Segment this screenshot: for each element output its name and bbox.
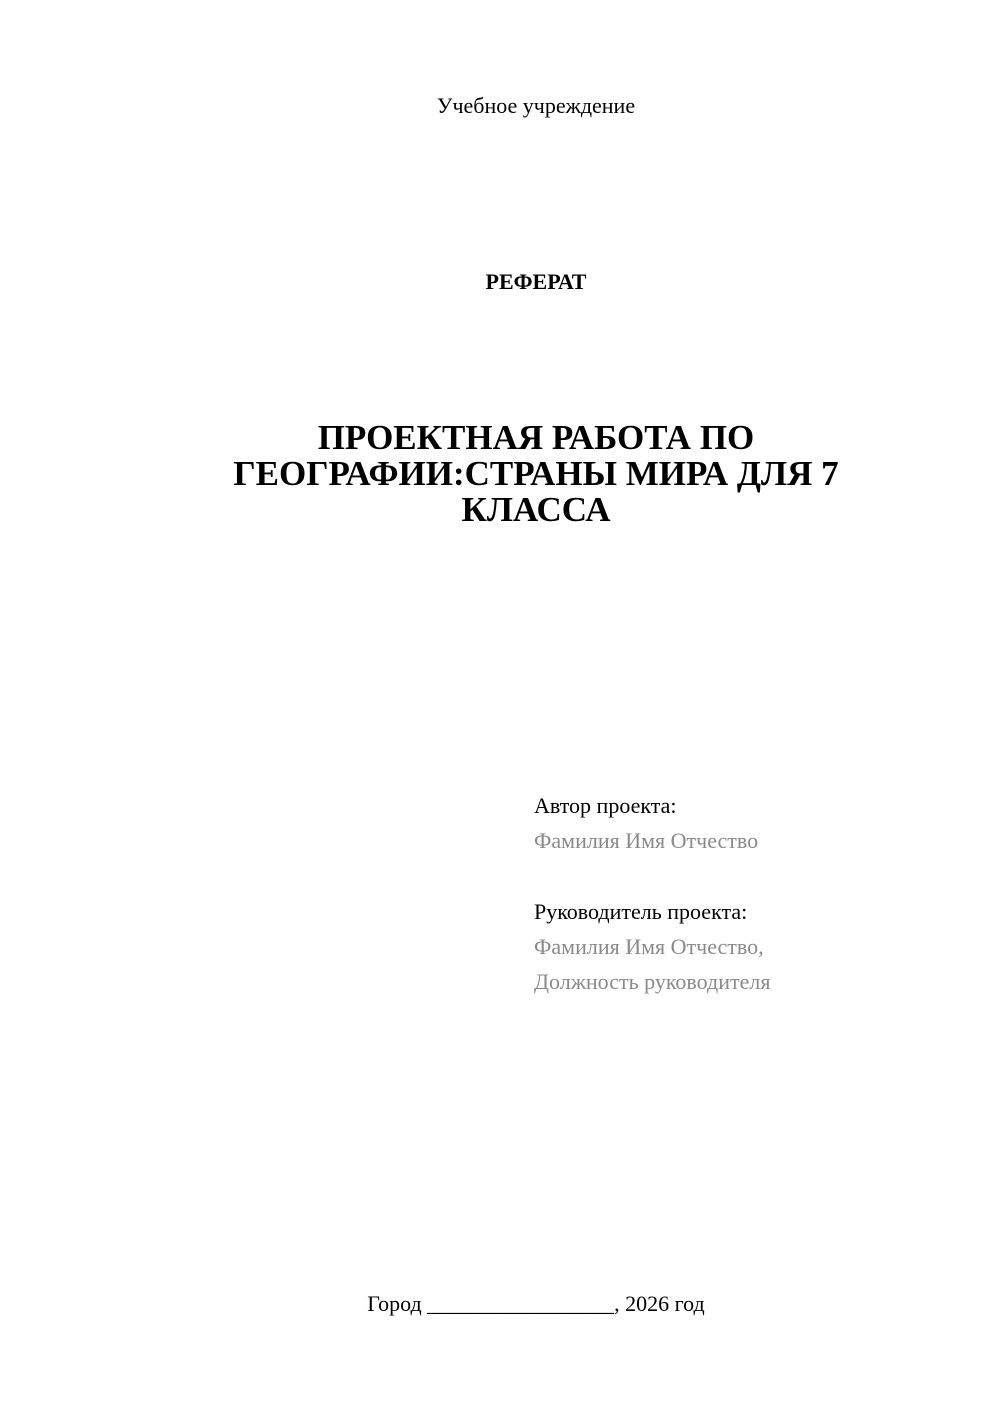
credits-spacer: [534, 858, 974, 894]
document-title: ПРОЕКТНАЯ РАБОТА ПО ГЕОГРАФИИ:СТРАНЫ МИРА ДЛЯ 7 КЛАССА: [233, 418, 839, 529]
institution-name: Учебное учреждение: [436, 93, 636, 118]
document-type: РЕФЕРАТ: [485, 269, 587, 294]
supervisor-label: Руководитель проекта:: [534, 899, 748, 924]
credits-block: [534, 788, 974, 999]
supervisor-position: Должность руководителя: [534, 969, 771, 994]
author-name: Фамилия Имя Отчество: [534, 828, 759, 853]
city-year-footer: Город _________________, 2026 год: [367, 1291, 705, 1316]
author-label: Автор проекта:: [534, 793, 677, 818]
supervisor-name: Фамилия Имя Отчество,: [534, 934, 764, 959]
